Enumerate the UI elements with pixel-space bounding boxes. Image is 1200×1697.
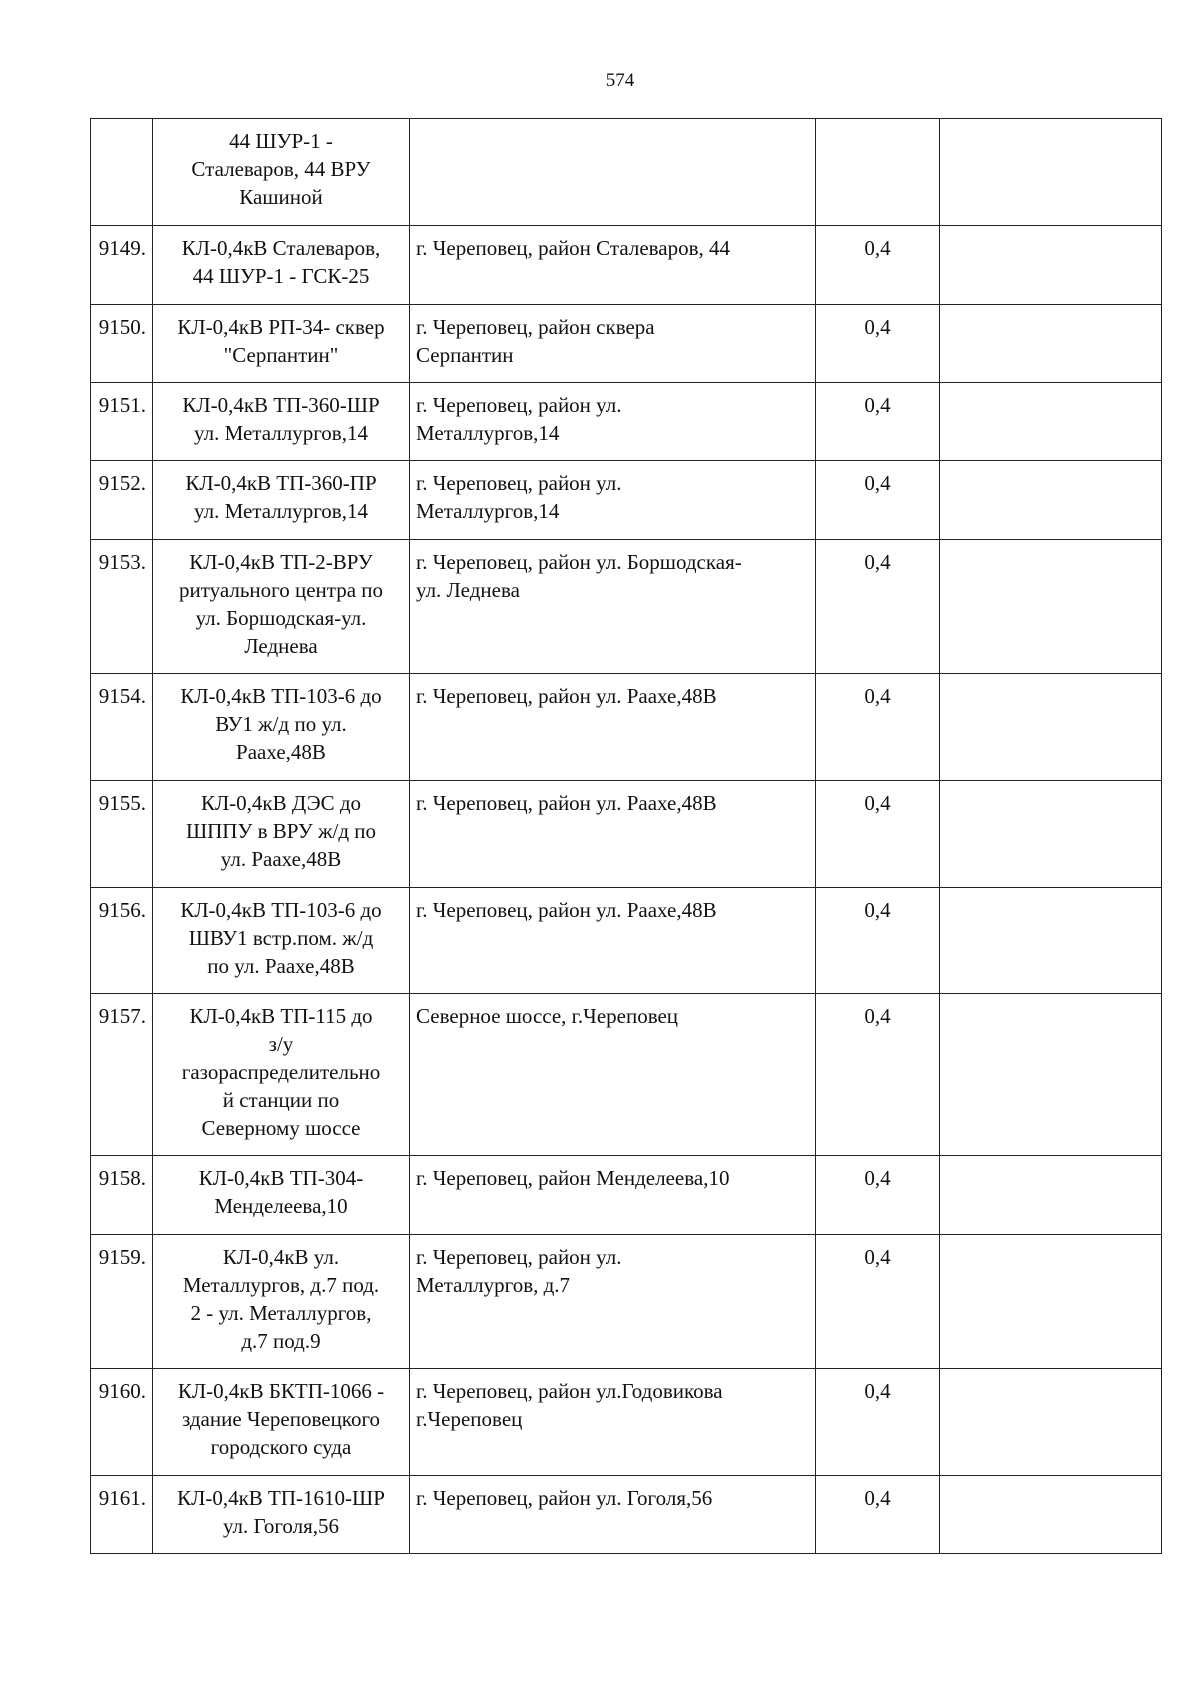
table-row (91, 994, 1162, 1156)
table-row (91, 1369, 1162, 1476)
voltage-cell: 0,4 (816, 1156, 940, 1235)
voltage-cell (816, 119, 940, 226)
location-cell: г. Череповец, район ул. Боршодская- ул. Леднева (410, 540, 816, 674)
extra-column-cell (940, 226, 1162, 305)
row-number-cell: 9155. (91, 781, 153, 888)
cable-line-name-cell: КЛ-0,4кВ Сталеваров, 44 ШУР-1 - ГСК-25 (153, 226, 410, 305)
table-row (91, 781, 1162, 888)
location-cell: г. Череповец, район Менделеева,10 (410, 1156, 816, 1235)
location-cell: г. Череповец, район ул. Металлургов,14 (410, 383, 816, 461)
cable-line-name-cell: КЛ-0,4кВ ДЭС до ШППУ в ВРУ ж/д по ул. Раахе,48В (153, 781, 410, 888)
extra-column-cell (940, 1476, 1162, 1554)
table-row (91, 1476, 1162, 1554)
table-row (91, 540, 1162, 674)
location-cell (410, 119, 816, 226)
voltage-cell: 0,4 (816, 1235, 940, 1369)
table-row (91, 305, 1162, 383)
voltage-cell: 0,4 (816, 781, 940, 888)
row-number-cell: 9159. (91, 1235, 153, 1369)
cable-line-name-cell: КЛ-0,4кВ РП-34- сквер "Серпантин" (153, 305, 410, 383)
voltage-cell: 0,4 (816, 461, 940, 540)
voltage-cell: 0,4 (816, 305, 940, 383)
extra-column-cell (940, 674, 1162, 781)
cable-line-name-cell: КЛ-0,4кВ ТП-360-ШР ул. Металлургов,14 (153, 383, 410, 461)
cable-line-name-cell: КЛ-0,4кВ ТП-1610-ШР ул. Гоголя,56 (153, 1476, 410, 1554)
voltage-cell: 0,4 (816, 1476, 940, 1554)
cable-line-name-cell: КЛ-0,4кВ БКТП-1066 - здание Череповецкого городского суда (153, 1369, 410, 1476)
extra-column-cell (940, 540, 1162, 674)
row-number-cell: 9156. (91, 888, 153, 994)
row-number-cell: 9157. (91, 994, 153, 1156)
location-cell: г. Череповец, район ул. Раахе,48В (410, 781, 816, 888)
location-cell: г. Череповец, район Сталеваров, 44 (410, 226, 816, 305)
table-row (91, 674, 1162, 781)
extra-column-cell (940, 305, 1162, 383)
table-row (91, 1156, 1162, 1235)
cable-line-name-cell: КЛ-0,4кВ ТП-115 до з/у газораспределительно й станции по Северному шоссе (153, 994, 410, 1156)
voltage-cell: 0,4 (816, 1369, 940, 1476)
page-number: 574 (605, 70, 635, 91)
row-number-cell: 9160. (91, 1369, 153, 1476)
row-number-cell: 9153. (91, 540, 153, 674)
table-row (91, 226, 1162, 305)
extra-column-cell (940, 1235, 1162, 1369)
voltage-cell: 0,4 (816, 383, 940, 461)
row-number-cell: 9152. (91, 461, 153, 540)
location-cell: г. Череповец, район ул. Гоголя,56 (410, 1476, 816, 1554)
table-row (91, 461, 1162, 540)
cable-line-name-cell: КЛ-0,4кВ ТП-103-6 до ВУ1 ж/д по ул. Раахе,48В (153, 674, 410, 781)
cable-line-name-cell: 44 ШУР-1 - Сталеваров, 44 ВРУ Кашиной (153, 119, 410, 226)
cable-line-name-cell: КЛ-0,4кВ ул. Металлургов, д.7 под. 2 - ул. Металлургов, д.7 под.9 (153, 1235, 410, 1369)
row-number-cell (91, 119, 153, 226)
location-cell: г. Череповец, район сквера Серпантин (410, 305, 816, 383)
table-row (91, 119, 1162, 226)
row-number-cell: 9150. (91, 305, 153, 383)
location-cell: г. Череповец, район ул. Металлургов, д.7 (410, 1235, 816, 1369)
row-number-cell: 9149. (91, 226, 153, 305)
voltage-cell: 0,4 (816, 888, 940, 994)
row-number-cell: 9161. (91, 1476, 153, 1554)
extra-column-cell (940, 461, 1162, 540)
voltage-cell: 0,4 (816, 674, 940, 781)
row-number-cell: 9151. (91, 383, 153, 461)
registry-table-body (91, 119, 1162, 1554)
location-cell: г. Череповец, район ул. Металлургов,14 (410, 461, 816, 540)
location-cell: г. Череповец, район ул. Раахе,48В (410, 674, 816, 781)
extra-column-cell (940, 781, 1162, 888)
voltage-cell: 0,4 (816, 540, 940, 674)
cable-line-name-cell: КЛ-0,4кВ ТП-103-6 до ШВУ1 встр.пом. ж/д по ул. Раахе,48В (153, 888, 410, 994)
location-cell: г. Череповец, район ул.Годовикова г.Череповец (410, 1369, 816, 1476)
table-row (91, 1235, 1162, 1369)
extra-column-cell (940, 888, 1162, 994)
extra-column-cell (940, 119, 1162, 226)
extra-column-cell (940, 994, 1162, 1156)
voltage-cell: 0,4 (816, 994, 940, 1156)
extra-column-cell (940, 383, 1162, 461)
extra-column-cell (940, 1156, 1162, 1235)
voltage-cell: 0,4 (816, 226, 940, 305)
cable-line-name-cell: КЛ-0,4кВ ТП-360-ПР ул. Металлургов,14 (153, 461, 410, 540)
row-number-cell: 9154. (91, 674, 153, 781)
table-row (91, 383, 1162, 461)
cable-line-name-cell: КЛ-0,4кВ ТП-304- Менделеева,10 (153, 1156, 410, 1235)
location-cell: г. Череповец, район ул. Раахе,48В (410, 888, 816, 994)
cable-line-registry-table (90, 118, 1162, 1554)
location-cell: Северное шоссе, г.Череповец (410, 994, 816, 1156)
extra-column-cell (940, 1369, 1162, 1476)
cable-line-name-cell: КЛ-0,4кВ ТП-2-ВРУ ритуального центра по ул. Боршодская-ул. Леднева (153, 540, 410, 674)
table-row (91, 888, 1162, 994)
row-number-cell: 9158. (91, 1156, 153, 1235)
